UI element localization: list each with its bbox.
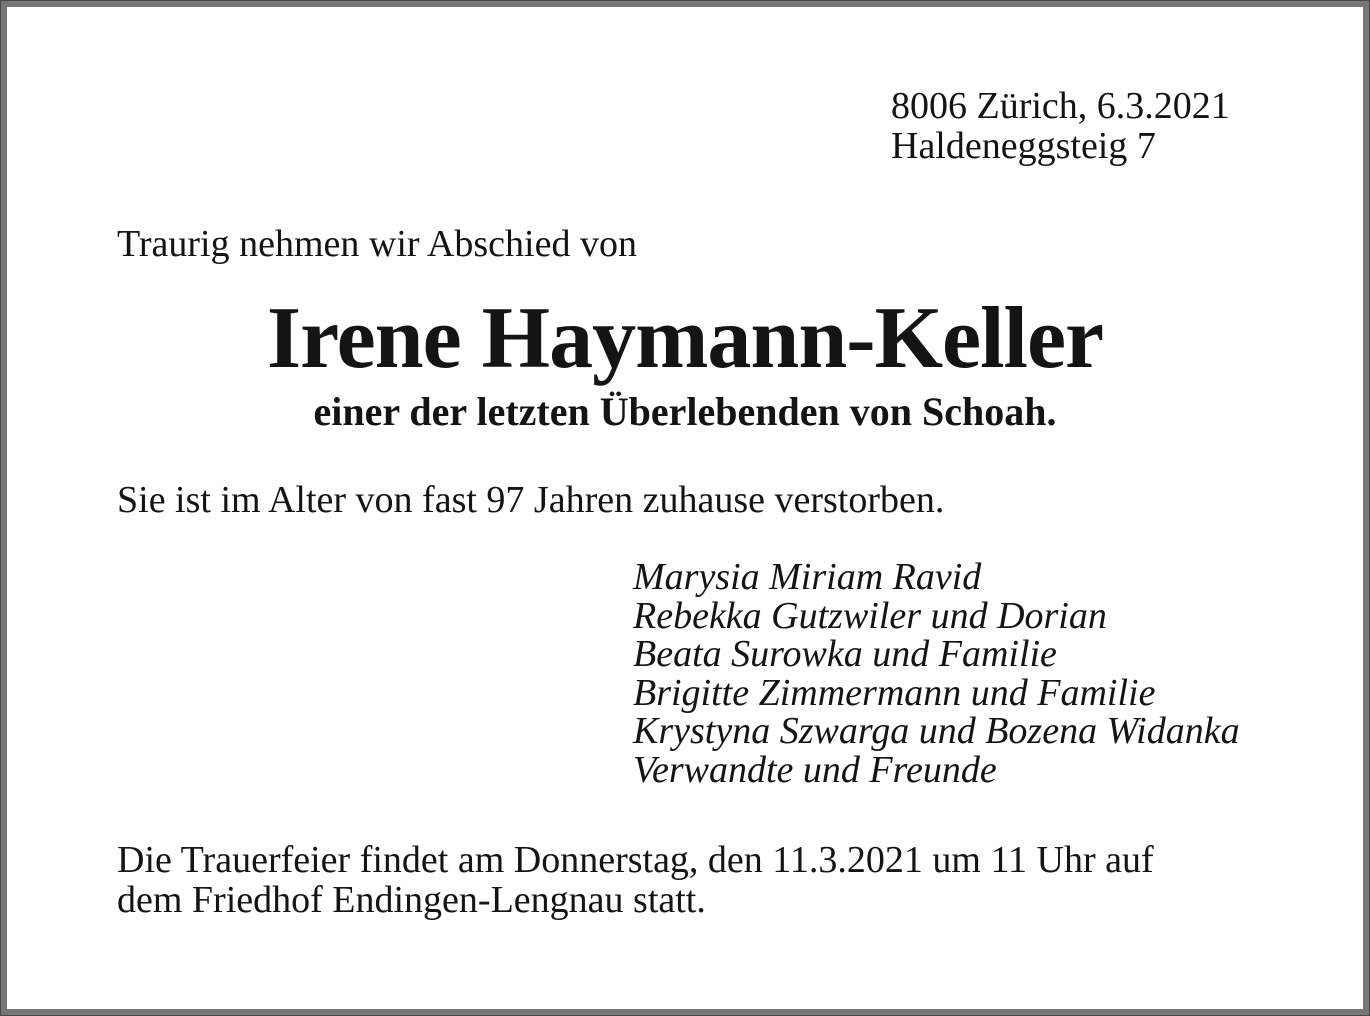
funeral-info [117,840,1154,920]
place-date-line: 8006 Zürich, 6.3.2021 [891,85,1230,127]
subtitle-text: einer der letzten Überlebenden von Schoah. [313,389,1057,434]
mourner-name: Beata Surowka und Familie [633,633,1057,676]
mourner-name: Marysia Miriam Ravid [633,556,982,598]
mourner-name: Brigitte Zimmermann und Familie [633,671,1156,714]
funeral-line: dem Friedhof Endingen-Lengnau statt. [117,879,706,921]
intro-text: Traurig nehmen wir Abschied von [117,223,637,265]
funeral-line: Die Trauerfeier findet am Donnerstag, den 11.3.2021 um 11 Uhr auf [117,839,1154,881]
deceased-name: Irene Haymann-Keller [266,290,1104,387]
address-block [891,86,1230,166]
mourner-name: Krystyna Szwarga und Bozena Widanka [633,710,1240,753]
mourner-name: Rebekka Gutzwiler und Dorian [633,594,1107,637]
street-line: Haldeneggsteig 7 [891,125,1156,167]
mourners-list [633,558,1240,790]
death-statement: Sie ist im Alter von fast 97 Jahren zuhause verstorben. [117,479,945,521]
mourner-name: Verwandte und Freunde [633,748,997,791]
